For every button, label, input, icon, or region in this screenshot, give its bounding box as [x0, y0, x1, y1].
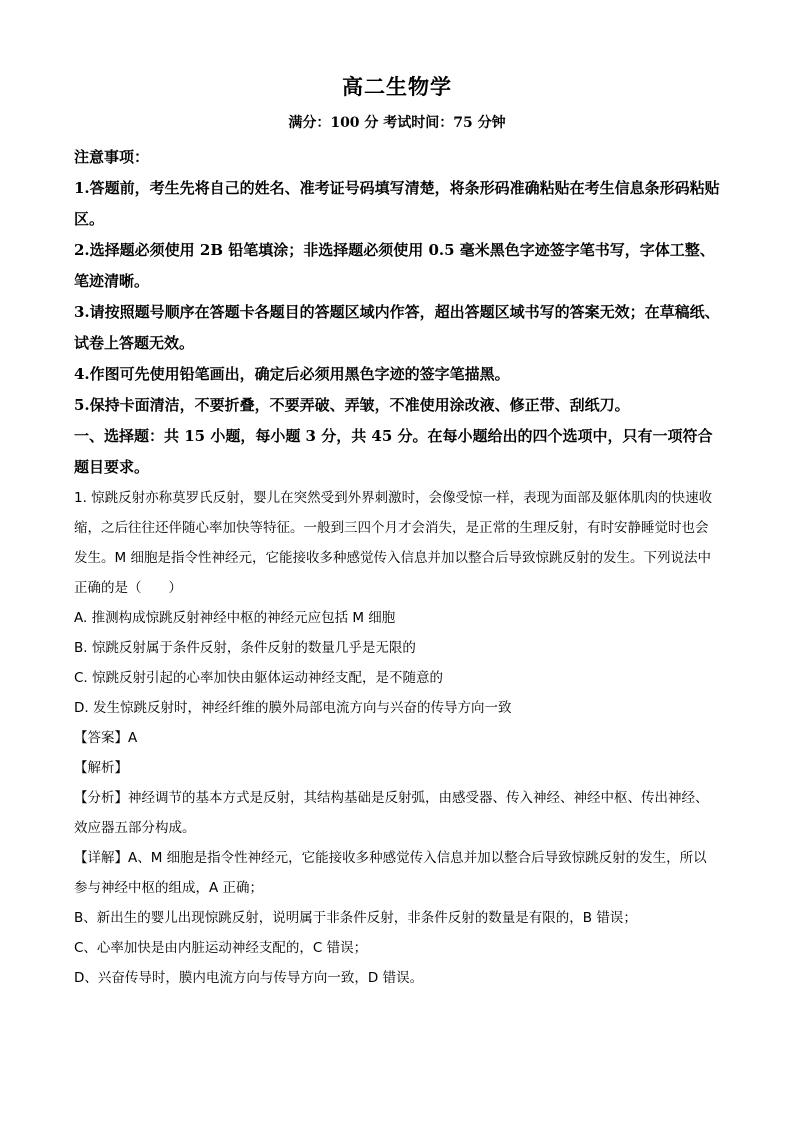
analysis-label: 【解析】 [74, 760, 128, 776]
notice-item-5: 5.保持卡面清洁，不要折叠，不要弄破、弄皱，不准使用涂改液、修正带、刮纸刀。 [74, 396, 630, 414]
page-title: 高二生物学 [342, 74, 452, 99]
detail-d: D、兴奋传导时，膜内电流方向与传导方向一致，D 错误。 [74, 970, 424, 986]
option-b: B. 惊跳反射属于条件反射，条件反射的数量几乎是无限的 [74, 640, 416, 656]
answer-line: 【答案】A [74, 730, 138, 746]
section-heading: 一、选择题：共 15 小题，每小题 3 分，共 45 分。在每小题给出的四个选项中，只有一项符合题目要求。 [74, 427, 713, 476]
notice-item-1: 1.答题前，考生先将自己的姓名、准考证号码填写清楚，将条形码准确粘贴在考生信息条形码粘贴区。 [74, 179, 720, 228]
notice-item-2: 2.选择题必须使用 2B 铅笔填涂；非选择题必须使用 0.5 毫米黑色字迹签字笔书写，字体工整、笔迹清晰。 [74, 241, 715, 290]
notice-heading: 注意事项： [74, 148, 150, 166]
detail-b: B、新出生的婴儿出现惊跳反射，说明属于非条件反射，非条件反射的数量是有限的，B 错误； [74, 910, 637, 926]
analysis-fenxi: 【分析】神经调节的基本方式是反射，其结构基础是反射弧，由感受器、传入神经、神经中枢、传出神经、效应器五部分构成。 [74, 790, 709, 836]
option-a: A. 推测构成惊跳反射神经中枢的神经元应包括 M 细胞 [74, 610, 396, 626]
notice-item-3: 3.请按照题号顺序在答题卡各题目的答题区域内作答，超出答题区域书写的答案无效；在草稿纸、试卷上答题无效。 [74, 303, 720, 352]
option-c: C. 惊跳反射引起的心率加快由躯体运动神经支配，是不随意的 [74, 670, 444, 686]
question-stem: 1. 惊跳反射亦称莫罗氏反射，婴儿在突然受到外界刺激时，会像受惊一样，表现为面部及躯体肌肉的快速收缩，之后往往还伴随心率加快等特征。一般到三四个月才会消失，是正常的生理反射，有时安静睡觉时也会发生。M 细胞是指令性神经元，它能接收多种感觉传入信息并加以整合后导致惊跳反射的发生。下列说法中正确的是（ ） [74, 490, 713, 596]
notice-section [74, 142, 720, 483]
notice-item-4: 4.作图可先使用铅笔画出，确定后必须用黑色字迹的签字笔描黑。 [74, 365, 510, 383]
question-1 [74, 483, 720, 993]
detail-a: 【详解】A、M 细胞是指令性神经元，它能接收多种感觉传入信息并加以整合后导致惊跳反射的发生，所以参与神经中枢的组成，A 正确； [74, 850, 707, 896]
exam-info: 满分：100 分 考试时间：75 分钟 [288, 115, 506, 131]
detail-c: C、心率加快是由内脏运动神经支配的，C 错误； [74, 940, 368, 956]
option-d: D. 发生惊跳反射时，神经纤维的膜外局部电流方向与兴奋的传导方向一致 [74, 700, 512, 716]
